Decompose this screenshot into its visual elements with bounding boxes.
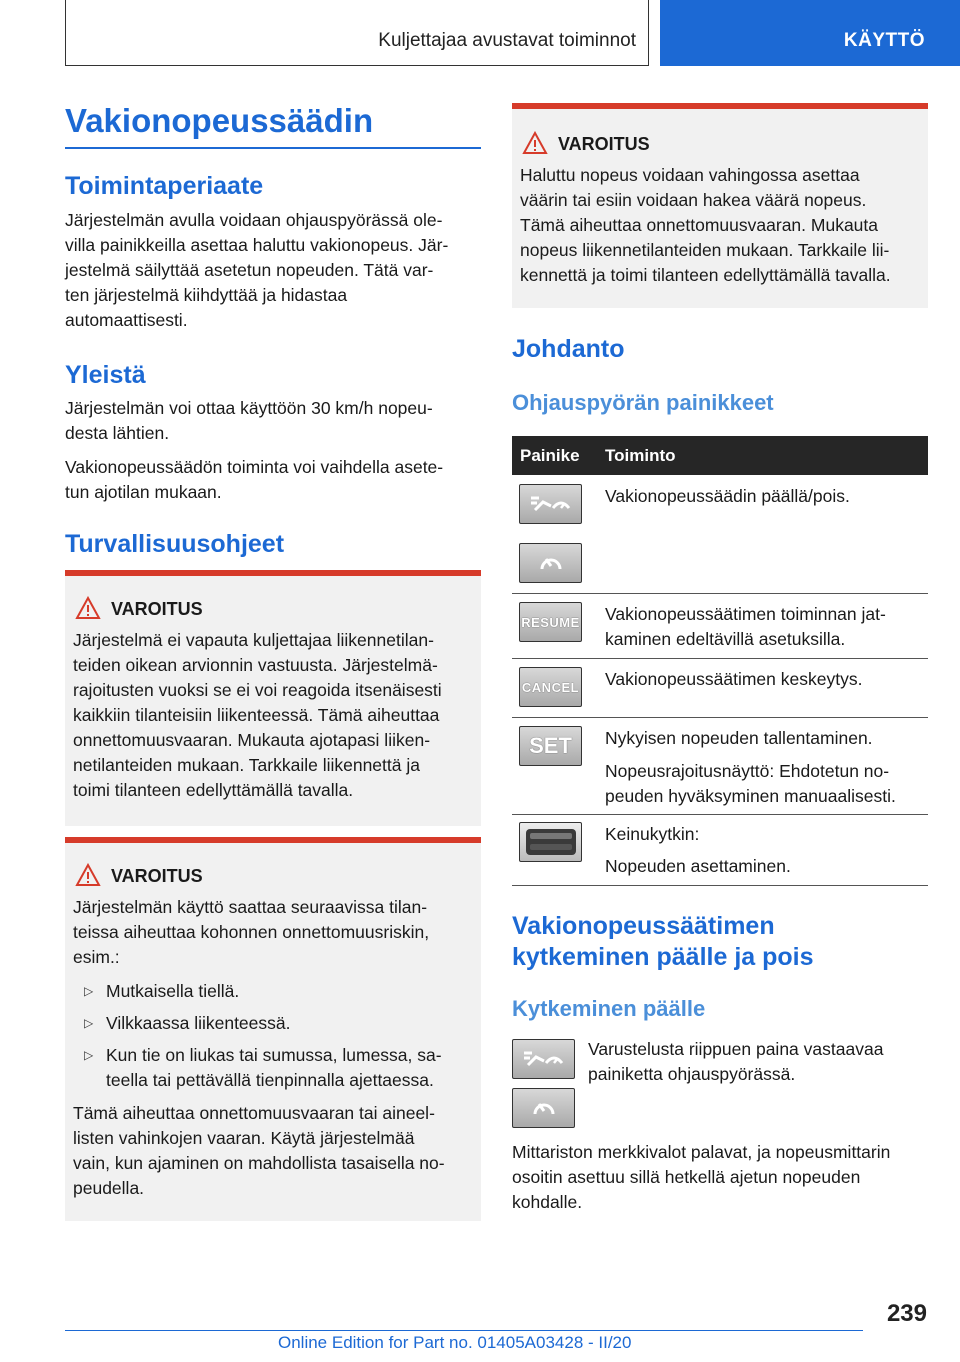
header-chapter-tab	[660, 0, 960, 66]
text-line: Mittariston merkkivalot palavat, ja nopeusmittarin	[512, 1142, 891, 1162]
paragraph-yleista-1	[65, 396, 433, 446]
warning-bar	[512, 103, 928, 109]
heading-toimintaperiaate: Toimintaperiaate	[65, 172, 264, 200]
warning-triangle-icon	[75, 863, 101, 887]
paragraph-mittaristo	[512, 1140, 890, 1215]
text-line: peuden hyväksyminen manuaalisesti.	[605, 786, 896, 806]
text-line: Vakionopeussäädön toiminta voi vaihdella asete-	[65, 457, 444, 477]
text-line: listen vahinkojen vaaran. Käytä järjestelmää	[73, 1128, 415, 1148]
warning-text	[520, 163, 891, 288]
text-line: teella tai pettävällä tienpinnalla ajettaessa.	[106, 1070, 434, 1090]
warning-title: VAROITUS	[558, 134, 650, 154]
header-chapter-title: KÄYTTÖ	[843, 30, 925, 51]
warning-title: VAROITUS	[111, 599, 203, 619]
heading-yleista: Yleistä	[65, 361, 146, 389]
text-line: Tämä aiheuttaa onnettomuusvaaran tai aineel-	[73, 1103, 435, 1123]
row-divider	[512, 717, 928, 718]
text-line: Tämä aiheuttaa onnettomuusvaaran. Mukauta	[520, 215, 878, 235]
table-cell-text: Vakionopeussäätimen keskeytys.	[605, 669, 863, 689]
warning-bar	[65, 570, 481, 576]
text-line: netilanteiden mukaan. Tarkkaile liikennettä ja	[73, 755, 420, 775]
heading-turvallisuusohjeet: Turvallisuusohjeet	[65, 530, 285, 558]
bullet-triangle-icon: ▷	[84, 984, 94, 998]
text-line: tun ajotilan mukaan.	[65, 482, 222, 502]
column-header-toiminto: Toiminto	[605, 446, 676, 465]
warning-text	[73, 628, 442, 803]
column-header-painike: Painike	[520, 446, 580, 465]
text-line: Järjestelmän käyttö saattaa seuraavissa tilan-	[73, 897, 428, 917]
cruise-gauge-icon	[512, 1088, 575, 1128]
text-line: kytkeminen päälle ja pois	[512, 943, 814, 971]
text-line: onnettomuusvaaran. Mukauta ajotapasi liiken-	[73, 730, 431, 750]
text-line: toimi tilanteen edellyttämällä tavalla.	[73, 780, 354, 800]
page-title: Vakionopeussäädin	[65, 102, 374, 139]
table-cell-text: Vakionopeussäädin päällä/pois.	[605, 486, 850, 506]
footer-rule	[65, 1330, 863, 1331]
table-header	[512, 436, 928, 475]
bullet-triangle-icon: ▷	[84, 1048, 94, 1062]
warning-triangle-icon	[75, 596, 101, 620]
title-rule	[65, 147, 481, 149]
warning-box-3	[512, 103, 928, 308]
set-button-icon: SET	[519, 726, 582, 766]
text-line: jestelmä säilyttää asetetun nopeuden. Tätä var-	[65, 260, 434, 280]
text-line: Nopeusrajoitusnäyttö: Ehdotetun no-	[605, 761, 890, 781]
page-number: 239	[886, 1300, 927, 1327]
text-line: kennettä ja toimi tilanteen edellyttämällä tavalla.	[520, 265, 891, 285]
table-cell-text	[605, 602, 886, 652]
cancel-button-icon: CANCEL	[519, 667, 582, 707]
text-line: painiketta ohjauspyörässä.	[588, 1064, 796, 1084]
text-line: väärin tai esiin voidaan hakea väärä nopeus.	[520, 190, 867, 210]
text-line: Järjestelmän avulla voidaan ohjauspyörässä ole-	[65, 210, 443, 230]
warning-title: VAROITUS	[111, 866, 203, 886]
list-item: ▷ Mutkaisella tiellä.	[106, 979, 239, 1004]
text-line: teiden oikean arvionnin vastuusta. Järjestelmä-	[73, 655, 438, 675]
list-item: ▷ Vilkkaassa liikenteessä.	[106, 1011, 291, 1036]
warning-bar	[65, 837, 481, 843]
text-line: Järjestelmän voi ottaa käyttöön 30 km/h nopeu-	[65, 398, 433, 418]
text-line: esim.:	[73, 947, 120, 967]
text-line: Vakionopeussäätimen	[512, 912, 775, 940]
text-line: peudella.	[73, 1178, 145, 1198]
warning-intro	[73, 895, 429, 970]
text-line: teissa aiheuttaa kohonnen onnettomuusriskin,	[73, 922, 430, 942]
table-cell-text	[605, 759, 896, 809]
paragraph-kytkeminen	[588, 1037, 883, 1087]
list-item	[84, 1043, 442, 1093]
text-line: kohdalle.	[512, 1192, 583, 1212]
text-line: kaminen edeltävillä asetuksilla.	[605, 629, 846, 649]
warning-outro	[73, 1101, 445, 1201]
heading-kytkeminen-paalle: Kytkeminen päälle	[512, 996, 706, 1021]
row-divider	[512, 885, 928, 886]
table-cell-text: Nopeuden asettaminen.	[605, 856, 791, 876]
text-line: rajoitusten vuoksi se ei voi reagoida itsenäisesti	[73, 680, 442, 700]
row-divider	[512, 814, 928, 815]
warning-box-1	[65, 570, 481, 826]
resume-button-icon: RESUME	[519, 602, 582, 642]
warning-box-2	[65, 837, 481, 1221]
table-cell-text: Keinukytkin:	[605, 824, 700, 844]
footer-edition: Online Edition for Part no. 01405A03428 - II/20	[278, 1333, 632, 1352]
text-line: Haluttu nopeus voidaan vahingossa asettaa	[520, 165, 860, 185]
paragraph-yleista-2	[65, 455, 443, 505]
table-cell-text: Nykyisen nopeuden tallentaminen.	[605, 728, 873, 748]
cruise-on-icon	[519, 484, 582, 524]
text-line: desta lähtien.	[65, 423, 170, 443]
cruise-on-icon	[512, 1039, 575, 1079]
text-line: ten järjestelmä kiihdyttää ja hidastaa	[65, 285, 348, 305]
rocker-switch-icon	[519, 822, 582, 862]
heading-johdanto: Johdanto	[512, 335, 625, 363]
header-section	[65, 0, 649, 66]
text-line: automaattisesti.	[65, 310, 188, 330]
header-section-title: Kuljettajaa avustavat toiminnot	[378, 30, 636, 51]
text-line: vain, kun ajaminen on mahdollista tasaisella no-	[73, 1153, 445, 1173]
text-line: Järjestelmä ei vapauta kuljettajaa liikennetilan-	[73, 630, 434, 650]
text-line: Vakionopeussäätimen toiminnan jat-	[605, 604, 886, 624]
cruise-gauge-icon	[519, 543, 582, 583]
text-line: osoitin asettuu sillä hetkellä ajetun nopeuden	[512, 1167, 861, 1187]
paragraph-toimintaperiaate	[65, 208, 448, 333]
row-divider	[512, 593, 928, 594]
heading-painikkeet: Ohjauspyörän painikkeet	[512, 390, 774, 415]
text-line: kaikkiin tilanteisiin liikenteessä. Tämä aiheuttaa	[73, 705, 440, 725]
text-line: nopeus liikennetilanteiden mukaan. Tarkkaile lii-	[520, 240, 890, 260]
text-line: Varustelusta riippuen paina vastaavaa	[588, 1039, 884, 1059]
row-divider	[512, 658, 928, 659]
heading-kytkeminen	[512, 911, 814, 973]
bullet-triangle-icon: ▷	[84, 1016, 94, 1030]
text-line: Kun tie on liukas tai sumussa, lumessa, sa-	[106, 1045, 442, 1065]
warning-triangle-icon	[522, 131, 548, 155]
text-line: villa painikkeilla asettaa haluttu vakionopeus. Jär-	[65, 235, 449, 255]
